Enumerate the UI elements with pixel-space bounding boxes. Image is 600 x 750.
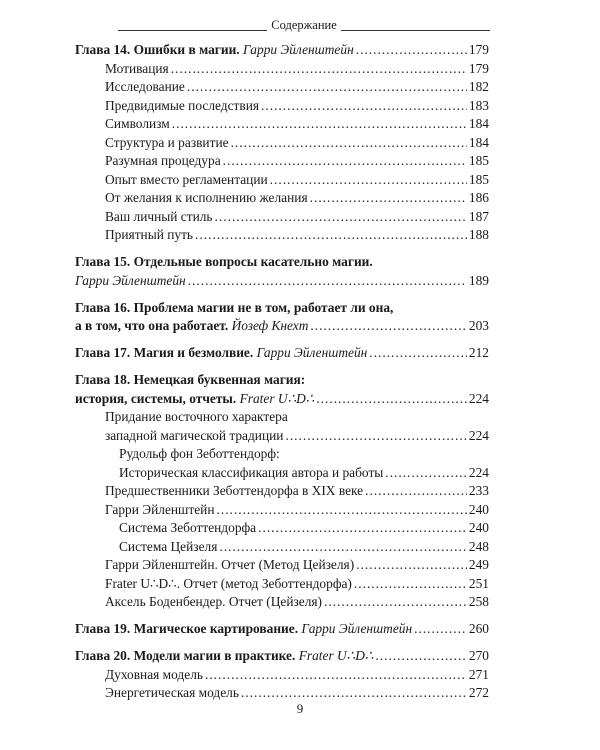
page-ref: 270 (468, 648, 489, 663)
toc-entry-ch16-title[interactable]: Глава 16. Проблема магии не в том, работает ли она, (75, 299, 394, 315)
toc-entry[interactable]: Структура и развитие ..... 184 (75, 134, 489, 153)
toc-entry[interactable]: Гарри Эйленштейн ..... 240 (75, 501, 489, 520)
page-number: 9 (296, 701, 304, 716)
toc-entry-ch14[interactable]: Глава 14. Ошибки в магии. Гарри Эйленштейн ..... 179 (75, 41, 489, 60)
toc-entry[interactable]: Символизм ..... 184 (75, 115, 489, 134)
toc-entry[interactable]: Предшественники Зеботтендорфа в XIX веке ..... 233 (75, 482, 489, 501)
toc-entry-ch17[interactable]: Глава 17. Магия и безмолвие. Гарри Эйленштейн ..... 212 (75, 344, 489, 363)
toc-entry[interactable]: Придание восточного характера (105, 409, 288, 424)
toc-entry[interactable]: Опыт вместо регламентации ..... 185 (75, 171, 489, 190)
toc-entry[interactable]: Мотивация ..... 179 (75, 60, 489, 79)
toc-entry[interactable]: Система Зеботтендорфа ..... 240 (75, 519, 489, 538)
toc-entry[interactable]: Система Цейзеля ..... 248 (75, 538, 489, 557)
toc-entry[interactable]: Предвидимые последствия ..... 183 (75, 97, 489, 116)
page-ref: 260 (468, 621, 489, 636)
toc-entry[interactable]: Духовная модель ..... 271 (75, 666, 489, 685)
toc-entry[interactable]: От желания к исполнению желания ..... 186 (75, 189, 489, 208)
toc-entry[interactable]: Разумная процедура ..... 185 (75, 152, 489, 171)
page-ref: 203 (468, 318, 489, 333)
toc-entry-ch19[interactable]: Глава 19. Магическое картирование. Гарри Эйленштейн ..... 260 (75, 620, 489, 639)
toc-entry-ch20[interactable]: Глава 20. Модели магии в практике. Frater U∴D∴ ..... 270 (75, 647, 489, 666)
page-ref: 212 (468, 345, 489, 360)
toc-entry[interactable]: Приятный путь ..... 188 (75, 226, 489, 245)
toc-entry-ch15-title[interactable]: Глава 15. Отдельные вопросы касательно магии. (75, 254, 373, 269)
toc-entry[interactable]: Аксель Боденбендер. Отчет (Цейзеля) ..... 258 (75, 593, 489, 612)
toc-entry[interactable]: Ваш личный стиль ..... 187 (75, 208, 489, 227)
page-ref: 224 (468, 390, 489, 406)
toc-entry[interactable]: Frater U∴D∴. Отчет (метод Зеботтендорфа) ..... 251 (75, 575, 489, 594)
page-ref: 179 (468, 42, 489, 57)
header-title: Содержание (267, 18, 341, 32)
table-of-contents (75, 41, 489, 703)
toc-entry[interactable]: западной магической традиции ..... 224 (75, 427, 489, 446)
running-header (118, 16, 490, 36)
toc-entry-ch18-title[interactable]: Глава 18. Немецкая буквенная магия: (75, 372, 306, 387)
toc-entry[interactable]: Историческая классификация автора и работы ..... 224 (75, 464, 489, 483)
toc-entry[interactable]: Рудольф фон Зеботтендорф: (119, 446, 280, 461)
toc-entry-ch18[interactable]: история, системы, отчеты. Frater U∴D∴ ..... 224 (75, 390, 489, 409)
page-ref: 189 (468, 272, 489, 288)
toc-entry-ch16[interactable]: а в том, что она работает. Йозеф Кнехт ..... 203 (75, 317, 489, 336)
toc-entry-ch15[interactable]: Гарри Эйленштейн ..... 189 (75, 272, 489, 291)
toc-entry[interactable]: Исследование ..... 182 (75, 78, 489, 97)
toc-entry[interactable]: Энергетическая модель ..... 272 (75, 684, 489, 703)
toc-entry[interactable]: Гарри Эйленштейн. Отчет (Метод Цейзеля) ..... 249 (75, 556, 489, 575)
